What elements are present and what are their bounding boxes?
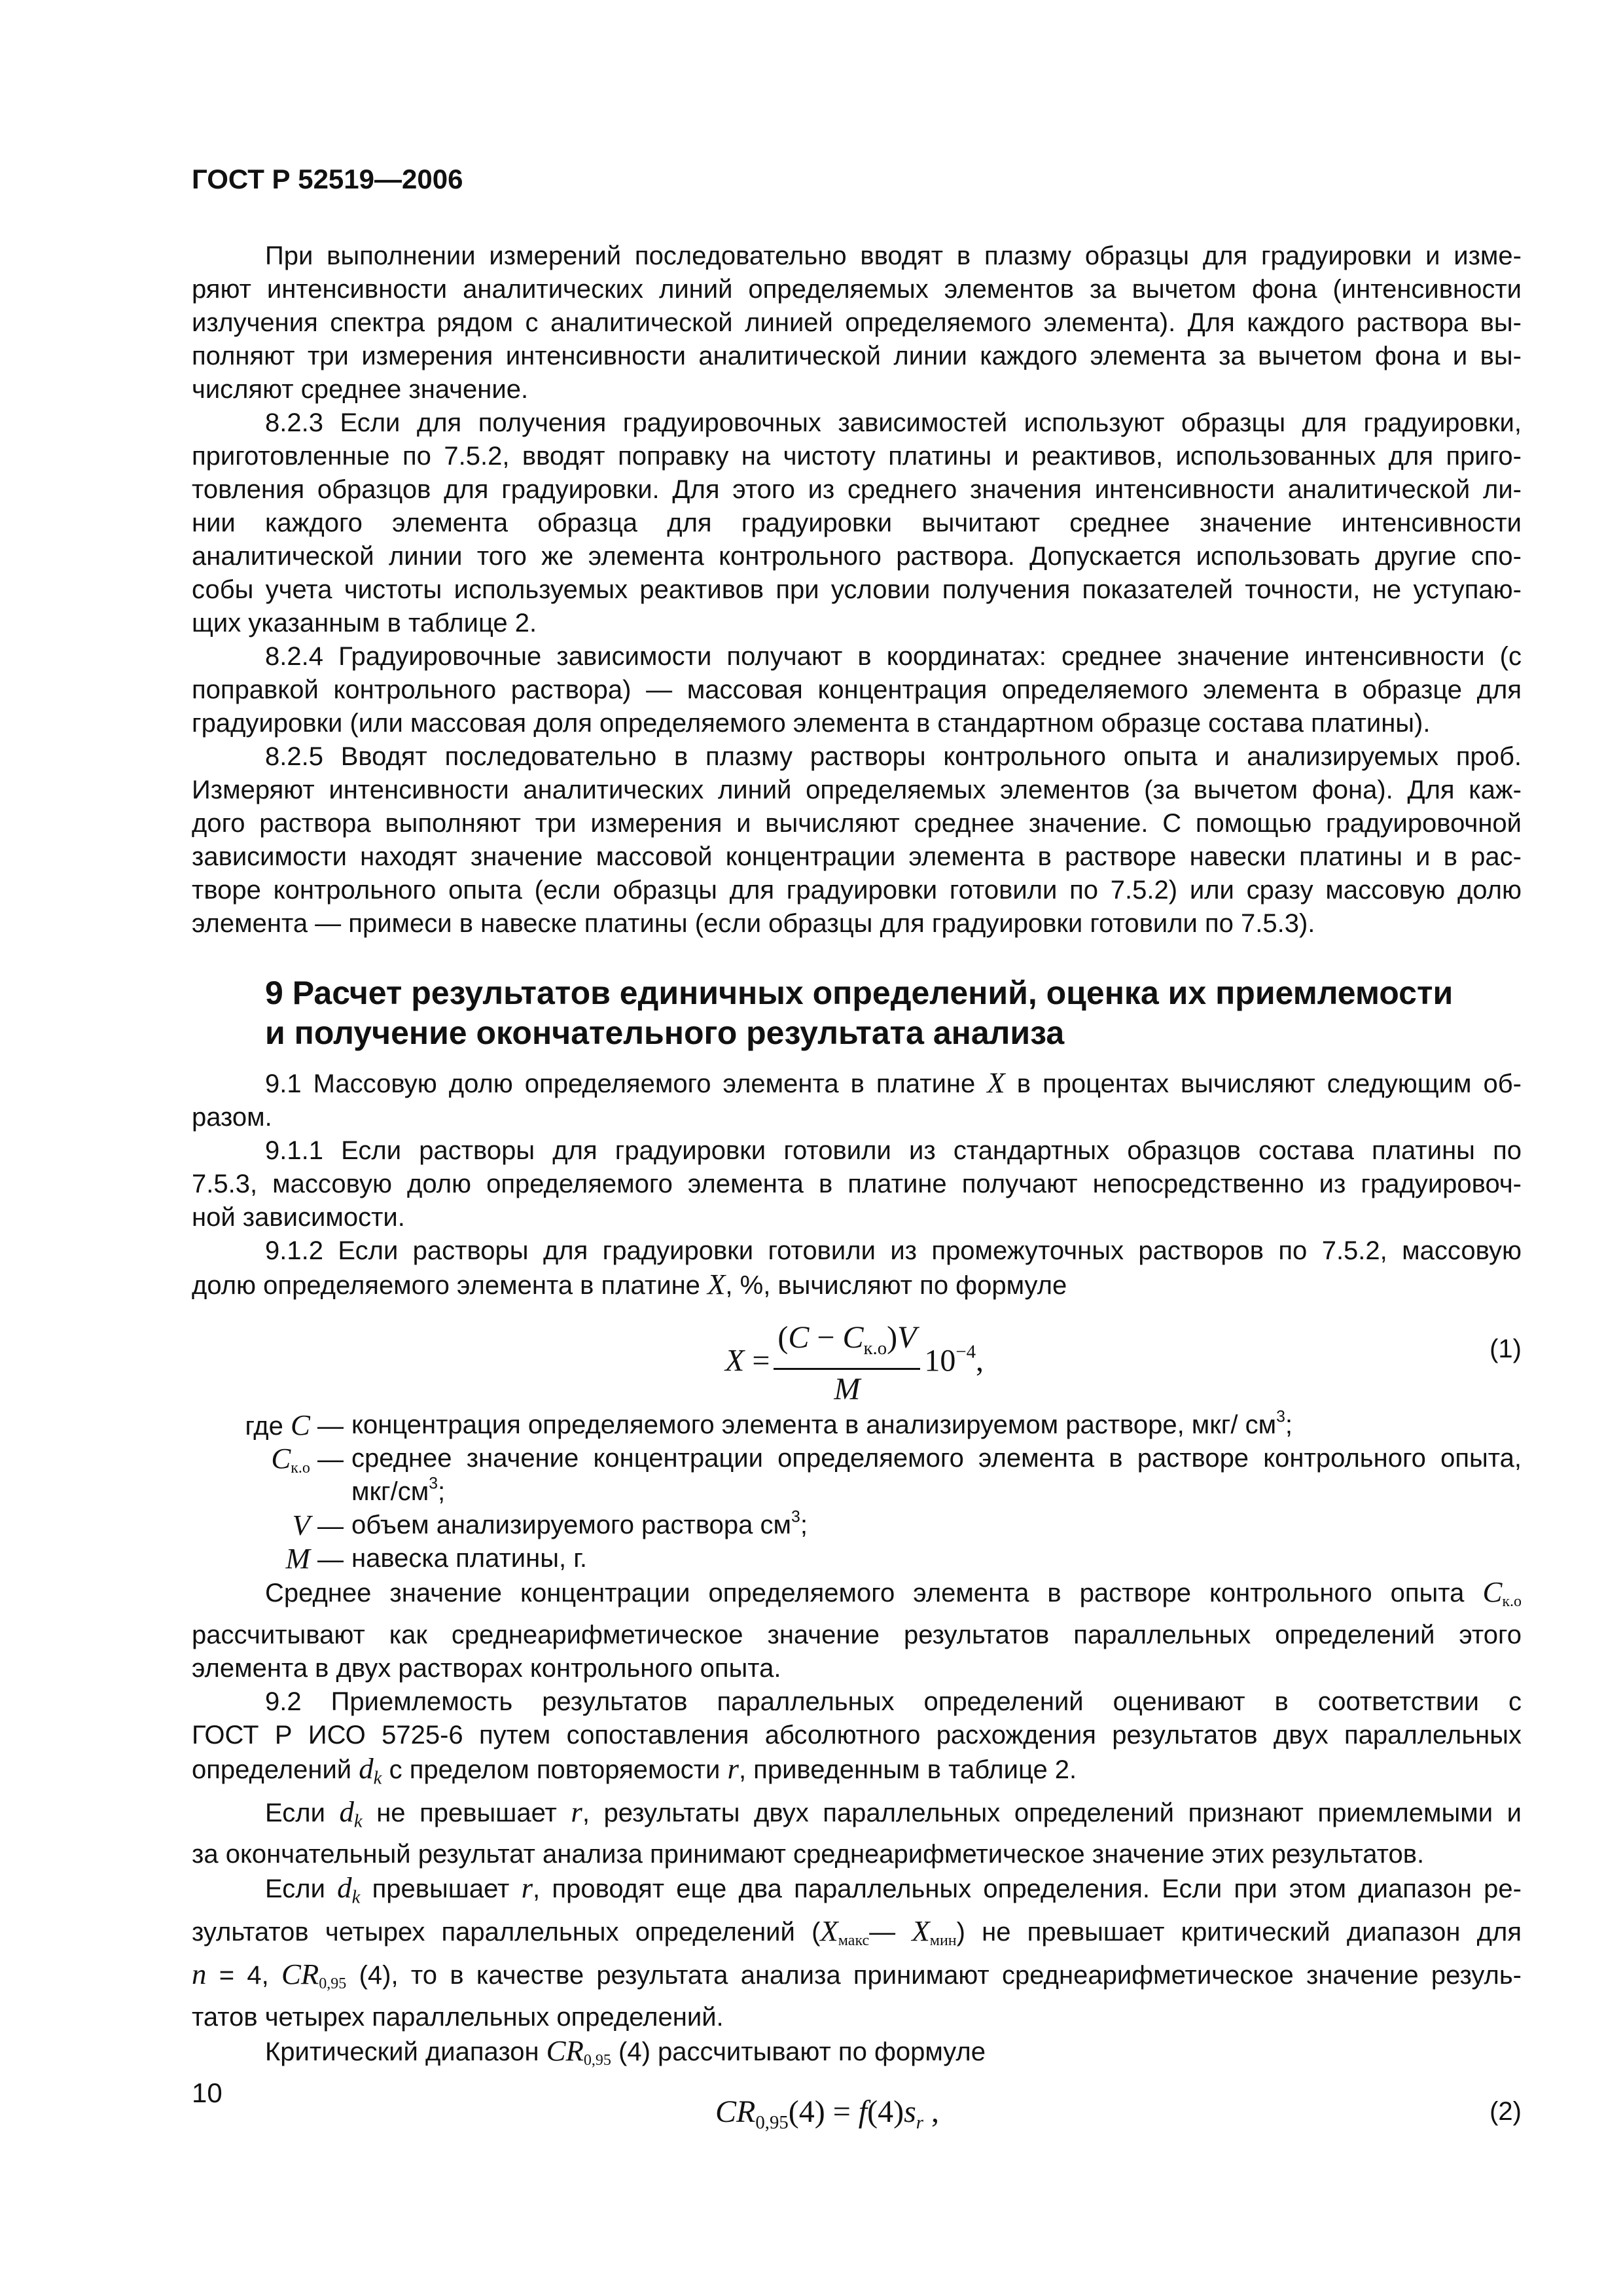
text-line — [192, 440, 1522, 473]
subscript: к.о — [291, 1460, 310, 1477]
definition-text — [351, 1542, 1522, 1575]
text-line — [192, 807, 1522, 840]
formula-variable: CR — [715, 2094, 756, 2129]
text-line — [192, 1268, 1522, 1302]
math-variable: d — [359, 1752, 374, 1785]
formula-text: , — [976, 1343, 984, 1378]
math-variable: C — [290, 1408, 310, 1441]
text-run: Если — [265, 1798, 340, 1827]
text-run: не превышает — [362, 1798, 571, 1827]
definition-text — [351, 1408, 1522, 1442]
math-variable: d — [337, 1871, 352, 1905]
text-line — [192, 707, 1522, 740]
text-run: ) не превышает критический диапазон для — [956, 1918, 1522, 1947]
text-line — [192, 907, 1522, 941]
math-variable: C — [1482, 1575, 1503, 1608]
formula-subscript: 0,95 — [755, 2111, 789, 2133]
fraction — [774, 1319, 920, 1408]
definition-term — [192, 1509, 344, 1543]
text-run: дого раствора выполняют три измерения и вычисляют среднее значение. С помощью градуировочной — [192, 809, 1522, 838]
text-run: — — [310, 1512, 344, 1541]
definition-item — [192, 1442, 1522, 1509]
text-run: мкг/см — [351, 1477, 429, 1506]
formula-variable: f — [858, 2094, 868, 2129]
text-line — [192, 1168, 1522, 1201]
text-run: Измеряют интенсивности аналитических линий определяемых элементов (за вычетом фона). Для каж- — [192, 776, 1522, 804]
text-line — [192, 607, 1522, 640]
formula-expression — [725, 1319, 984, 1408]
text-run: элемента — примеси в навеске платины (если образцы для градуировки готовили по 7.5.3). — [192, 909, 1315, 938]
formula-text: − — [809, 1320, 843, 1355]
text-line — [192, 774, 1522, 807]
formula-variable: s — [904, 2094, 916, 2129]
text-run: (4), то в качестве результата анализа принимают среднеарифметическое значение резуль- — [346, 1961, 1522, 1990]
definition-term — [192, 1442, 344, 1485]
text-line — [192, 507, 1522, 540]
text-line — [192, 473, 1522, 507]
text-line — [192, 1652, 1522, 1685]
text-line — [351, 1442, 1522, 1475]
superscript: 3 — [429, 1475, 438, 1493]
text-run: , результаты двух параллельных определений признают приемлемыми и — [582, 1798, 1522, 1827]
text-run: Если — [265, 1874, 338, 1904]
text-run: поправкой контрольного раствора) — массовая концентрация определяемого элемента в образце для — [192, 675, 1522, 704]
subscript: 0,95 — [319, 1975, 347, 1993]
subscript: к.о — [1502, 1593, 1522, 1611]
text-line — [192, 1066, 1522, 1101]
text-run: ; — [800, 1511, 808, 1539]
page-number: 10 — [192, 2077, 223, 2108]
text-line — [192, 1914, 1522, 1958]
definition-term — [192, 1542, 344, 1577]
text-run: 8.2.4 Градуировочные зависимости получают в координатах: среднее значение интенсивности (с — [265, 642, 1522, 671]
text-run: градуировки (или массовая доля определяемого элемента в стандартном образце состава платины). — [192, 709, 1431, 738]
text-line — [351, 1542, 1522, 1575]
subscript: макс — [838, 1932, 870, 1950]
definitions-list — [192, 1408, 1522, 1575]
text-run: излучения спектра рядом с аналитической линией определяемого элемента). Для каждого раствора вы- — [192, 308, 1522, 337]
text-line — [192, 1752, 1522, 1795]
definition-text — [351, 1442, 1522, 1509]
formula-number: (1) — [1489, 1335, 1522, 1363]
formula-text: ) — [887, 1320, 898, 1355]
text-run: 7.5.3, массовую долю определяемого элемента в платине получают непосредственно из градуировоч- — [192, 1170, 1522, 1198]
text-run: разом. — [192, 1103, 272, 1132]
text-line — [192, 1619, 1522, 1652]
math-variable: V — [292, 1509, 310, 1541]
text-run: товления образцов для градуировки. Для этого из среднего значения интенсивности аналитической ли- — [192, 475, 1522, 504]
formula-variable: M — [834, 1372, 861, 1407]
paragraph — [192, 240, 1522, 406]
text-line — [351, 1475, 1522, 1509]
math-variable: n — [192, 1958, 207, 1991]
text-line — [192, 640, 1522, 673]
text-line — [265, 973, 1522, 1013]
math-variable: X — [987, 1066, 1005, 1099]
text-line — [192, 240, 1522, 273]
text-run: нии каждого элемента образца для градуировки вычитают среднее значение интенсивности — [192, 509, 1522, 537]
paragraph — [192, 1066, 1522, 1134]
math-variable: X — [707, 1268, 726, 1300]
subscript: k — [373, 1767, 382, 1789]
text-run: 9 Расчет результатов единичных определений, оценка их приемлемости — [265, 975, 1454, 1011]
formula-subscript: к.о — [863, 1338, 887, 1359]
text-run: полняют три измерения интенсивности аналитической линии каждого элемента за вычетом фона и вы- — [192, 342, 1522, 370]
text-run: , приведенным в таблице 2. — [738, 1755, 1077, 1785]
document-body — [192, 240, 1522, 2136]
text-run: — — [310, 1545, 344, 1574]
text-line — [351, 1408, 1522, 1442]
text-line — [192, 340, 1522, 373]
formula-variable: C — [788, 1320, 810, 1355]
subscript: k — [353, 1810, 363, 1832]
text-run: приготовленные по 7.5.2, вводят поправку на чистоту платины и реактивов, использованных для приго- — [192, 442, 1522, 471]
math-variable: X — [820, 1914, 838, 1948]
text-run: где — [245, 1412, 291, 1441]
text-run: татов четырех параллельных определений. — [192, 2003, 724, 2032]
text-run: Критический диапазон — [265, 2037, 546, 2067]
math-variable: CR — [546, 2034, 584, 2068]
text-run: ; — [438, 1477, 446, 1506]
text-line — [192, 1201, 1522, 1234]
math-variable: r — [521, 1871, 533, 1905]
formula-variable: V — [897, 1320, 917, 1355]
text-run: элемента в двух растворах контрольного опыта. — [192, 1654, 781, 1683]
text-run: — — [310, 1445, 344, 1474]
paragraph — [192, 1871, 1522, 2034]
paragraph — [192, 640, 1522, 740]
text-line — [192, 273, 1522, 306]
formula-text: 10 — [924, 1343, 956, 1378]
formula-expression — [715, 2094, 939, 2141]
text-run: концентрация определяемого элемента в анализируемом растворе, мкг/ см — [351, 1410, 1277, 1439]
text-run: в процентах вычисляют следующим об- — [1005, 1069, 1522, 1098]
definition-term — [192, 1408, 344, 1443]
text-run: При выполнении измерений последовательно вводят в плазму образцы для градуировки и изме- — [265, 242, 1522, 270]
text-run: творе контрольного опыта (если образцы для градуировки готовили по 7.5.2) или сразу массовую долю — [192, 876, 1522, 905]
text-run: превышает — [360, 1874, 522, 1904]
text-run: ной зависимости. — [192, 1203, 405, 1232]
text-run: = 4, — [206, 1961, 282, 1990]
text-run: 9.1.2 Если растворы для градуировки готовили из промежуточных растворов по 7.5.2, массовую — [265, 1236, 1522, 1265]
text-line — [192, 1719, 1522, 1752]
text-line — [192, 406, 1522, 440]
formula-text: (4) = — [788, 2094, 859, 2129]
formula-number: (2) — [1489, 2096, 1522, 2126]
text-line — [192, 1795, 1522, 1839]
definition-item — [192, 1542, 1522, 1575]
text-run: и получение окончательного результата анализа — [265, 1014, 1065, 1051]
text-run: 9.1.1 Если растворы для градуировки готовили из стандартных образцов состава платины по — [265, 1136, 1522, 1165]
subscript: мин — [929, 1932, 957, 1950]
text-run: собы учета чистоты используемых реактивов при условии получения показателей точности, не уступаю- — [192, 575, 1522, 604]
text-run: 8.2.3 Если для получения градуировочных зависимостей используют образцы для градуировки, — [265, 408, 1522, 437]
paragraph — [192, 1134, 1522, 1234]
text-run: ГОСТ Р ИСО 5725-6 путем сопоставления абсолютного расхождения результатов двух параллельных — [192, 1721, 1522, 1750]
text-run: ; — [1285, 1410, 1293, 1439]
text-run: долю определяемого элемента в платине — [192, 1271, 708, 1300]
math-variable: d — [339, 1795, 354, 1828]
superscript: 3 — [791, 1508, 800, 1526]
paragraph — [192, 1685, 1522, 1795]
text-run: 8.2.5 Вводят последовательно в плазму растворы контрольного опыта и анализируемых проб. — [265, 742, 1522, 771]
formula-1 — [192, 1319, 1522, 1407]
text-run: числяют среднее значение. — [192, 375, 529, 404]
superscript: 3 — [1276, 1408, 1285, 1426]
text-line — [192, 1234, 1522, 1268]
math-variable: X — [912, 1914, 930, 1948]
subscript: 0,95 — [583, 2052, 611, 2070]
text-line — [192, 874, 1522, 907]
paragraph — [192, 406, 1522, 640]
text-line — [192, 1134, 1522, 1168]
formula-text: ( — [777, 1320, 789, 1355]
math-variable: CR — [281, 1958, 319, 1991]
definition-item — [192, 1408, 1522, 1442]
text-run: с пределом повторяемости — [382, 1755, 728, 1785]
text-run: зависимости находят значение массовой концентрации элемента в растворе навески платины и в рас- — [192, 842, 1522, 871]
text-run: аналитической линии того же элемента контрольного раствора. Допускается использовать другие спо- — [192, 542, 1522, 571]
text-line — [351, 1509, 1522, 1542]
paragraph — [192, 1234, 1522, 1302]
text-line — [192, 2034, 1522, 2077]
formula-equals: = — [752, 1343, 770, 1378]
text-run: ряют интенсивности аналитических линий определяемых элементов за вычетом фона (интенсивности — [192, 275, 1522, 304]
text-line — [192, 1685, 1522, 1719]
text-run: рассчитывают как среднеарифметическое значение результатов параллельных определений этого — [192, 1621, 1522, 1650]
text-line — [192, 1838, 1522, 1871]
subscript: k — [351, 1887, 361, 1909]
formula-variable: C — [842, 1320, 864, 1355]
math-variable: C — [271, 1442, 291, 1475]
text-run: навеска платины, г. — [351, 1544, 588, 1573]
definition-text — [351, 1509, 1522, 1542]
text-line — [192, 840, 1522, 874]
text-run: Среднее значение концентрации определяемого элемента в растворе контрольного опыта — [265, 1579, 1483, 1607]
text-run: , проводят еще два параллельных определения. Если при этом диапазон ре- — [533, 1874, 1522, 1904]
paragraph — [192, 1795, 1522, 1872]
math-variable: r — [571, 1795, 582, 1828]
text-run: среднее значение концентрации определяемого элемента в растворе контрольного опыта, — [351, 1444, 1522, 1473]
text-line — [192, 1958, 1522, 2001]
text-line — [265, 1013, 1522, 1053]
text-run: щих указанным в таблице 2. — [192, 609, 537, 637]
math-variable: r — [727, 1752, 739, 1785]
formula-text: , — [923, 2094, 940, 2129]
text-line — [192, 373, 1522, 406]
text-line — [192, 1871, 1522, 1914]
text-run: , %, вычисляют по формуле — [725, 1271, 1067, 1300]
text-run: объем анализируемого раствора см — [351, 1511, 792, 1539]
text-line — [192, 1575, 1522, 1619]
text-run: — — [310, 1412, 344, 1441]
definition-item — [192, 1509, 1522, 1542]
text-line — [192, 740, 1522, 774]
text-line — [192, 573, 1522, 607]
paragraph — [192, 1575, 1522, 1685]
formula-text: (4) — [867, 2094, 904, 2129]
math-variable: M — [285, 1542, 310, 1575]
text-run: за окончательный результат анализа принимают среднеарифметическое значение этих результатов. — [192, 1840, 1425, 1869]
text-line — [192, 306, 1522, 340]
text-line — [192, 540, 1522, 573]
text-run: 9.2 Приемлемость результатов параллельных определений оценивают в соответствии с — [265, 1687, 1522, 1717]
text-line — [192, 673, 1522, 707]
text-run: зультатов четырех параллельных определений ( — [192, 1918, 821, 1947]
formula-variable: X — [725, 1343, 745, 1378]
formula-2 — [192, 2094, 1522, 2136]
text-line — [192, 1101, 1522, 1134]
formula-superscript: −4 — [955, 1341, 976, 1363]
text-line — [192, 2001, 1522, 2034]
formula-subscript: r — [916, 2111, 924, 2133]
fraction-numerator — [774, 1319, 920, 1370]
text-run: определений — [192, 1755, 359, 1785]
text-run: — — [869, 1918, 912, 1947]
text-run: 9.1 Массовую долю определяемого элемента в платине — [265, 1069, 988, 1098]
text-run: (4) рассчитывают по формуле — [611, 2037, 986, 2067]
section-heading — [192, 973, 1522, 1053]
fraction-denominator — [774, 1370, 920, 1408]
paragraph — [192, 2034, 1522, 2077]
paragraph — [192, 740, 1522, 941]
running-header: ГОСТ Р 52519—2006 — [192, 164, 463, 194]
